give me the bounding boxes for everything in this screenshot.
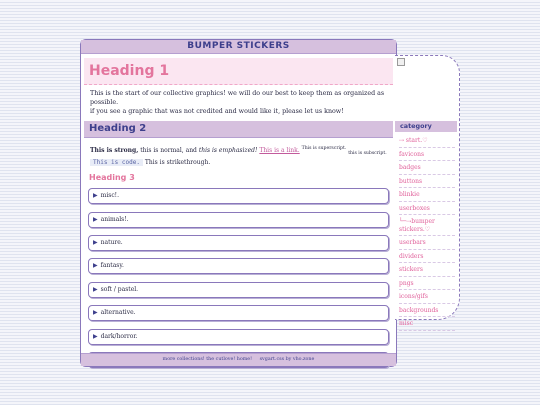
sidebar-item-favicons[interactable]: favicons bbox=[399, 148, 455, 162]
heading-2: Heading 2 bbox=[89, 123, 147, 134]
text-styles-sample bbox=[90, 144, 388, 167]
intro-text bbox=[90, 89, 388, 116]
sidebar-item-dividers[interactable]: dividers bbox=[399, 250, 455, 264]
sidebar-item-misc[interactable]: misc bbox=[399, 317, 455, 331]
disclosure-triangle-icon: ▶ bbox=[93, 215, 98, 223]
details-misc[interactable] bbox=[88, 188, 389, 204]
sidebar bbox=[395, 55, 460, 327]
sidebar-item-userboxes[interactable]: userboxes bbox=[399, 202, 455, 216]
details-label: fantasy. bbox=[100, 262, 124, 270]
sidebar-item-bumper-stickers[interactable]: └─⇢bumper stickers.♡ bbox=[399, 215, 455, 236]
details-label: misc!. bbox=[100, 192, 119, 200]
disclosure-triangle-icon: ▶ bbox=[93, 285, 98, 293]
sidebar-item-buttons[interactable]: buttons bbox=[399, 175, 455, 189]
broken-image-icon bbox=[397, 58, 405, 66]
details-nature[interactable] bbox=[88, 235, 389, 251]
details-label: soft / pastel. bbox=[100, 285, 139, 293]
sidebar-item-badges[interactable]: badges bbox=[399, 161, 455, 175]
heading-1-box bbox=[84, 58, 393, 85]
category-details-list bbox=[88, 188, 389, 368]
disclosure-triangle-icon: ▶ bbox=[93, 262, 98, 270]
sidebar-item-backgrounds[interactable]: backgrounds bbox=[399, 304, 455, 318]
main-panel bbox=[80, 39, 397, 367]
heading-2-box bbox=[84, 121, 393, 138]
heading-3: Heading 3 bbox=[89, 173, 135, 183]
sidebar-item-pngs[interactable]: pngs bbox=[399, 277, 455, 291]
sidebar-item-blinkie[interactable]: blinkie bbox=[399, 188, 455, 202]
disclosure-triangle-icon: ▶ bbox=[93, 192, 98, 200]
site-banner: BUMPER STICKERS bbox=[81, 40, 396, 54]
normal-text: this is normal, and bbox=[138, 147, 199, 154]
sidebar-nav bbox=[399, 134, 455, 331]
sidebar-item-icons-gifs[interactable]: icons/gifs bbox=[399, 290, 455, 304]
intro-line-1: This is the start of our collective graphics! we will do our best to keep them as organized as possible. bbox=[90, 90, 385, 106]
sidebar-item-userbars[interactable]: userbars bbox=[399, 236, 455, 250]
footer-links[interactable]: more collections! the cutlove! home! bbox=[162, 357, 253, 362]
details-animals[interactable] bbox=[88, 212, 389, 228]
details-label: dark/horror. bbox=[100, 332, 138, 340]
footer-credit: svgart.css by vho.zone bbox=[259, 357, 315, 362]
disclosure-triangle-icon: ▶ bbox=[93, 238, 98, 246]
footer bbox=[81, 353, 396, 366]
emphasized-text: this is emphasized! bbox=[198, 147, 258, 154]
disclosure-triangle-icon: ▶ bbox=[93, 332, 98, 340]
sample-link[interactable]: This is a link. bbox=[259, 147, 300, 154]
details-soft-pastel[interactable] bbox=[88, 282, 389, 298]
sidebar-item-stickers[interactable]: stickers bbox=[399, 263, 455, 277]
strong-text: This is strong, bbox=[90, 147, 139, 154]
heading-1: Heading 1 bbox=[89, 63, 170, 79]
strikethrough-text: This is strikethrough. bbox=[144, 159, 211, 167]
details-label: animals!. bbox=[100, 215, 129, 223]
intro-line-2: if you see a graphic that was not credited and would like it, please let us know! bbox=[90, 108, 344, 115]
sidebar-category-header: category bbox=[395, 121, 457, 132]
subscript-text: this is subscript. bbox=[348, 151, 387, 157]
sidebar-item-start[interactable]: ⇢ start.♡ bbox=[399, 134, 455, 148]
details-label: nature. bbox=[100, 238, 123, 246]
superscript-text: This is superscript. bbox=[301, 146, 347, 151]
details-label: alternative. bbox=[100, 309, 136, 317]
details-dark-horror[interactable] bbox=[88, 329, 389, 345]
details-alternative[interactable] bbox=[88, 305, 389, 321]
code-text: This is code. bbox=[90, 159, 143, 166]
disclosure-triangle-icon: ▶ bbox=[93, 309, 98, 317]
details-fantasy[interactable] bbox=[88, 258, 389, 274]
